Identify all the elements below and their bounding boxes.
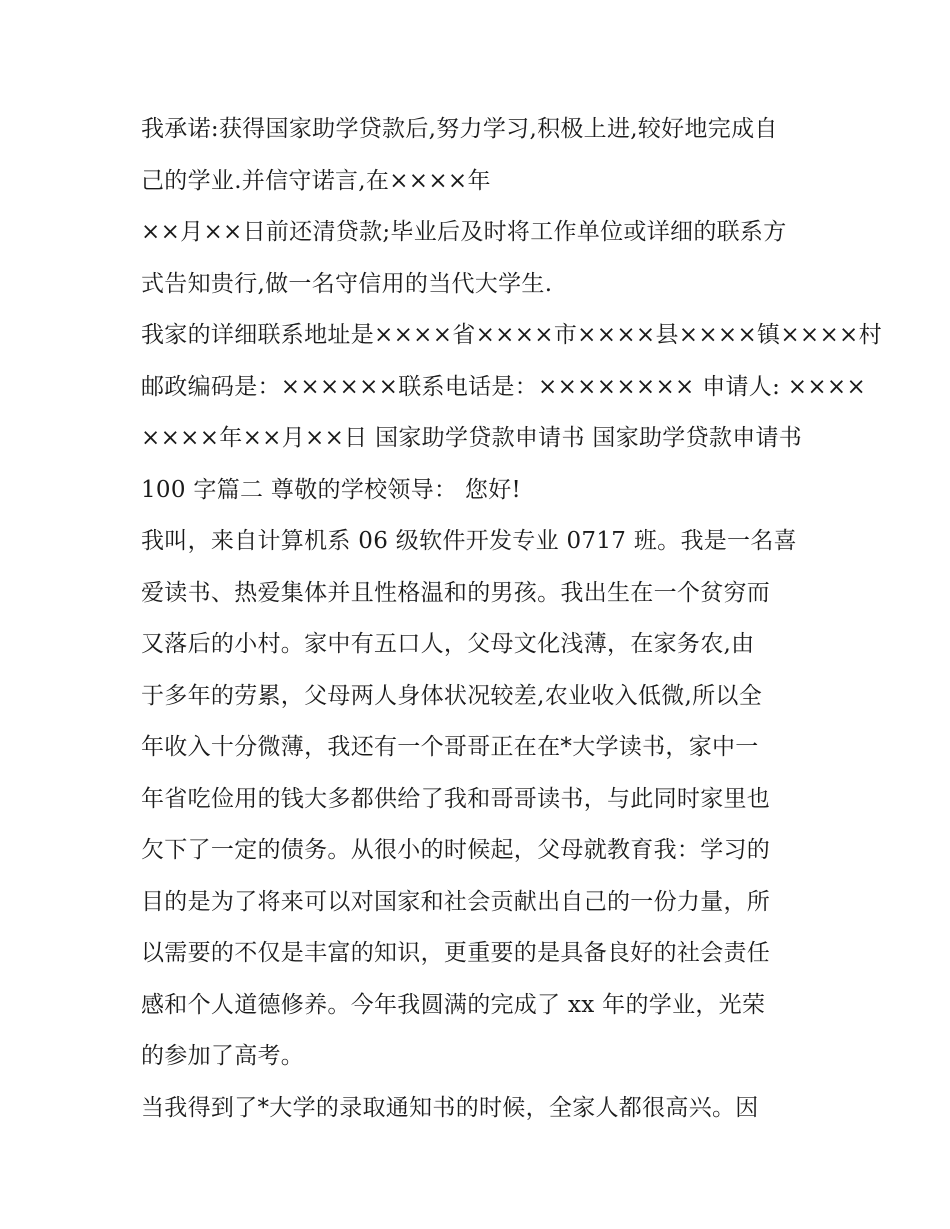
text-line: 又落后的小村。家中有五口人，父母文化浅薄，在家务农,由 [141,631,755,657]
text-line: 我家的详细联系地址是××××省××××市××××县××××镇××××村 [141,322,882,348]
text-line: 的参加了高考。 [141,1043,305,1069]
text-line: 年收入十分微薄，我还有一个哥哥正在在*大学读书，家中一 [141,734,759,760]
text-line: 当我得到了*大学的录取通知书的时候，全家人都很高兴。因 [141,1094,759,1121]
text-line: 于多年的劳累，父母两人身体状况较差,农业收入低微,所以全 [141,682,763,709]
text-line: ××××年××月××日 国家助学贷款申请书 国家助学贷款申请书 [141,425,803,451]
text-line: ××月××日前还清贷款;毕业后及时将工作单位或详细的联系方 [141,219,787,245]
text-line: 感和个人道德修养。今年我圆满的完成了 xx 年的学业，光荣 [141,991,766,1018]
text-line: 欠下了一定的债务。从很小的时候起，父母就教育我：学习的 [141,837,771,863]
text-line: 爱读书、热爱集体并且性格温和的男孩。我出生在一个贫穷而 [141,579,771,606]
text-line: 100 字篇二 尊敬的学校领导： 您好! [141,476,522,503]
text-line: 目的是为了将来可以对国家和社会贡献出自己的一份力量，所 [141,888,771,915]
text-line: 式告知贵行,做一名守信用的当代大学生. [141,270,553,297]
text-line: 己的学业.并信守诺言,在××××年 [141,167,491,194]
text-line: 年省吃俭用的钱大多都供给了我和哥哥读书，与此同时家里也 [141,785,771,812]
document-body [141,104,882,1134]
text-line: 以需要的不仅是丰富的知识，更重要的是具备良好的社会责任 [141,940,771,966]
text-line: 我承诺:获得国家助学贷款后,努力学习,积极上进,较好地完成自 [141,116,778,142]
text-line: 邮政编码是：××××××联系电话是：×××××××× 申请人: ×××× [141,373,867,400]
text-line: 我叫，来自计算机系 06 级软件开发专业 0717 班。我是一名喜 [141,528,797,554]
